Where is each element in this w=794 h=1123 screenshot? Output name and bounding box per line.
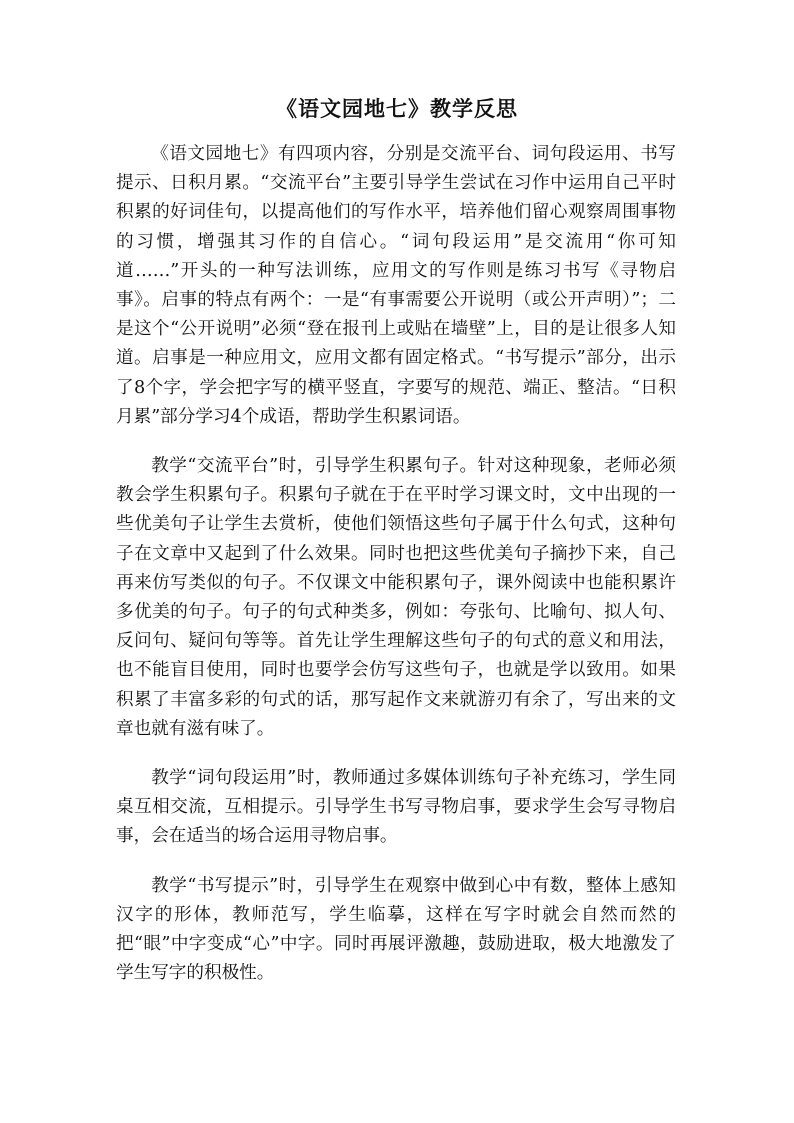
document-body xyxy=(116,140,676,1008)
paragraph-sentence-usage: 教学“词句段运用”时，教师通过多媒体训练句子补充练习，学生同桌互相交流，互相提示。引导学生书写寻物启事，要求学生会写寻物启事，会在适当的场合运用寻物启事。 xyxy=(116,768,676,847)
paragraph-exchange-platform: 教学“交流平台”时，引导学生积累句子。针对这种现象，老师必须教会学生积累句子。积累句子就在于在平时学习课文时，文中出现的一些优美句子让学生去赏析，使他们领悟这些句子属于什么句式，这种句子在文章中又起到了什么效果。同时也把这些优美句子摘抄下来，自己再来仿写类似的句子。不仅课文中能积累句子，课外阅读中也能积累许多优美的句子。句子的句式种类多，例如：夸张句、比喻句、拟人句、反问句、疑问句等等。首先让学生理解这些句子的句式的意义和用法，也不能盲目使用，同时也要学会仿写这些句子，也就是学以致用。如果积累了丰富多彩的句式的话，那写起作文来就游刃有余了，写出来的文章也就有滋有味了。 xyxy=(116,456,676,739)
document-title: 《语文园地七》教学反思 xyxy=(276,97,518,121)
paragraph-overview: 《语文园地七》有四项内容，分别是交流平台、词句段运用、书写提示、日积月累。“交流平台”主要引导学生尝试在习作中运用自己平时积累的好词佳句，以提高他们的写作水平，培养他们留心观察周围事物的习惯，增强其习作的自信心。“词句段运用”是交流用“你可知道……”开头的一种写法训练，应用文的写作则是练习书写《寻物启事》。启事的特点有两个：一是“有事需要公开说明（或公开声明）”；二是这个“公开说明”必须“登在报刊上或贴在墙壁”上，目的是让很多人知道。启事是一种应用文，应用文都有固定格式。“书写提示”部分，出示了8个字，学会把字写的横平竖直，字要写的规范、端正、整洁。“日积月累”部分学习4个成语，帮助学生积累词语。 xyxy=(116,144,676,427)
paragraph-writing-tips: 教学“书写提示”时，引导学生在观察中做到心中有数，整体上感知汉字的形体，教师范写，学生临摹，这样在写字时就会自然而然的把“眼”中字变成“心”中字。同时再展评激趣，鼓励进取，极大地激发了学生写字的积极性。 xyxy=(116,875,676,984)
